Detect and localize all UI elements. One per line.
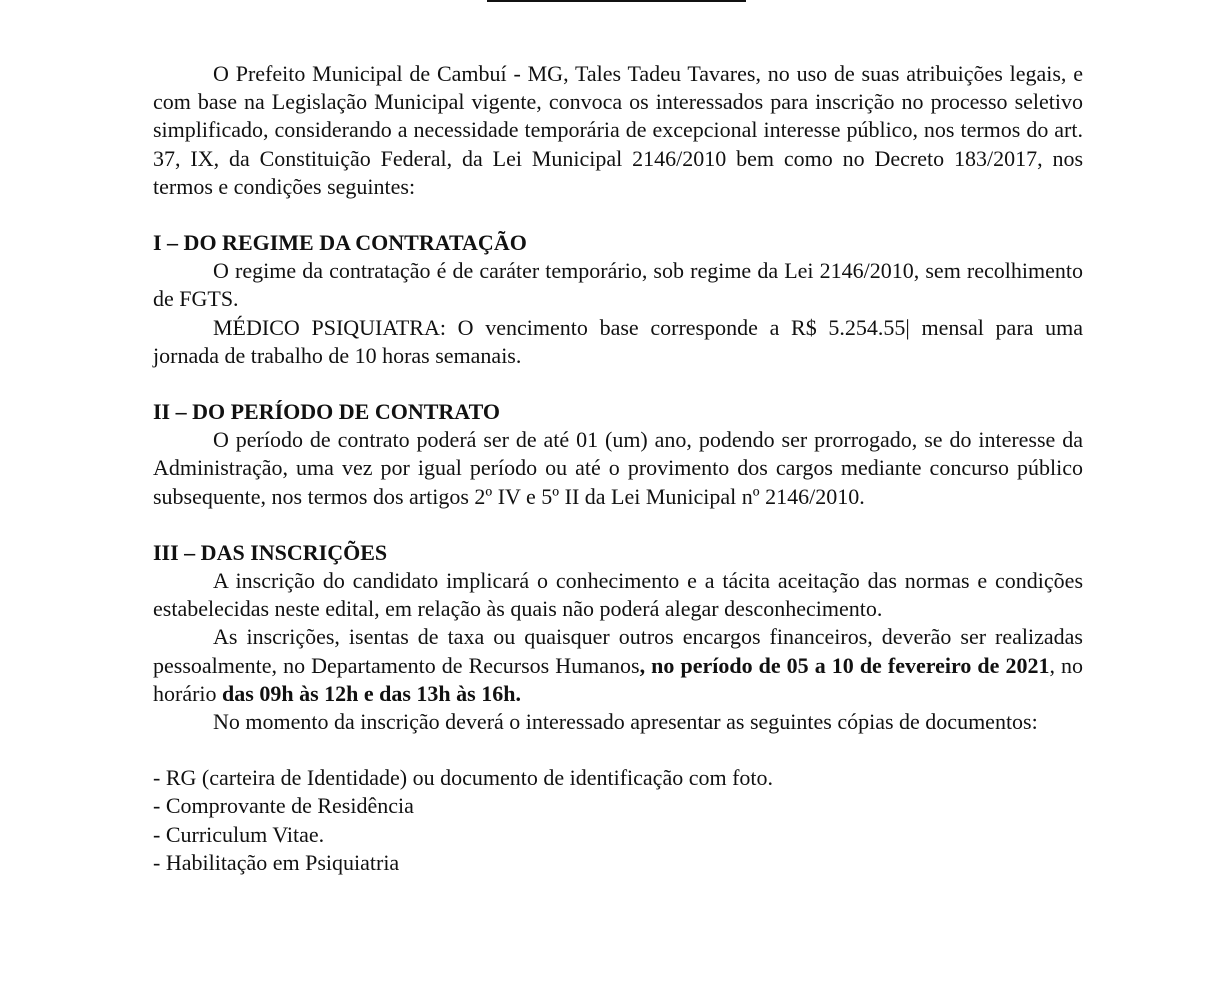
- section-3-heading: III – DAS INSCRIÇÕES: [153, 539, 388, 565]
- required-documents-list: [153, 764, 1083, 877]
- section-2-paragraph-1: O período de contrato poderá ser de até 01 (um) ano, podendo ser prorrogado, se do interesse da Administração, uma vez por igual período ou até o provimento dos cargos mediante concurso público subsequente, nos termos dos artigos 2º IV e 5º II da Lei Municipal nº 2146/2010.: [153, 427, 1083, 509]
- list-item: - Habilitação em Psiquiatria: [153, 849, 400, 875]
- registration-hours: das 09h às 12h e das 13h às 16h.: [222, 680, 521, 706]
- spacer: [153, 511, 1083, 539]
- section-1-paragraph-1: O regime da contratação é de caráter temporário, sob regime da Lei 2146/2010, sem recolhimento de FGTS.: [153, 258, 1083, 312]
- registration-period: , no período de 05 a 10 de fevereiro de 2021: [639, 652, 1050, 678]
- section-3-paragraph-2: [153, 623, 1083, 708]
- list-item: - Comprovante de Residência: [153, 793, 414, 819]
- section-3-paragraph-1: A inscrição do candidato implicará o conhecimento e a tácita aceitação das normas e condições estabelecidas neste edital, em relação às quais não poderá alegar desconhecimento.: [153, 568, 1083, 622]
- top-rule: [487, 0, 746, 2]
- section-2-heading: II – DO PERÍODO DE CONTRATO: [153, 399, 500, 425]
- registration-text: As inscrições, isentas de taxa ou quaisquer outros encargos financeiros, deverão ser realizadas pessoalmente, no Departamento de Recursos Humanos: [153, 624, 1083, 678]
- section-1-paragraph-2: MÉDICO PSIQUIATRA: O vencimento base corresponde a R$ 5.254.55| mensal para uma jornada de trabalho de 10 horas semanais.: [153, 314, 1083, 368]
- list-item: - Curriculum Vitae.: [153, 821, 325, 847]
- document-body: [153, 60, 1083, 877]
- section-1-heading: I – DO REGIME DA CONTRATAÇÃO: [153, 230, 527, 256]
- intro-paragraph: O Prefeito Municipal de Cambuí - MG, Tales Tadeu Tavares, no uso de suas atribuições legais, e com base na Legislação Municipal vigente, convoca os interessados para inscrição no processo seletivo simplificado, considerando a necessidade temporária de excepcional interesse público, nos termos do art. 37, IX, da Constituição Federal, da Lei Municipal 2146/2010 bem como no Decreto 183/2017, nos termos e condições seguintes:: [153, 61, 1083, 199]
- list-item: - RG (carteira de Identidade) ou documento de identificação com foto.: [153, 765, 774, 791]
- section-3-paragraph-3: No momento da inscrição deverá o interessado apresentar as seguintes cópias de documentos:: [213, 709, 1038, 735]
- registration-hours-label: , no horário: [153, 652, 1083, 706]
- spacer: [153, 201, 1083, 229]
- spacer: [153, 370, 1083, 398]
- spacer: [153, 736, 1083, 764]
